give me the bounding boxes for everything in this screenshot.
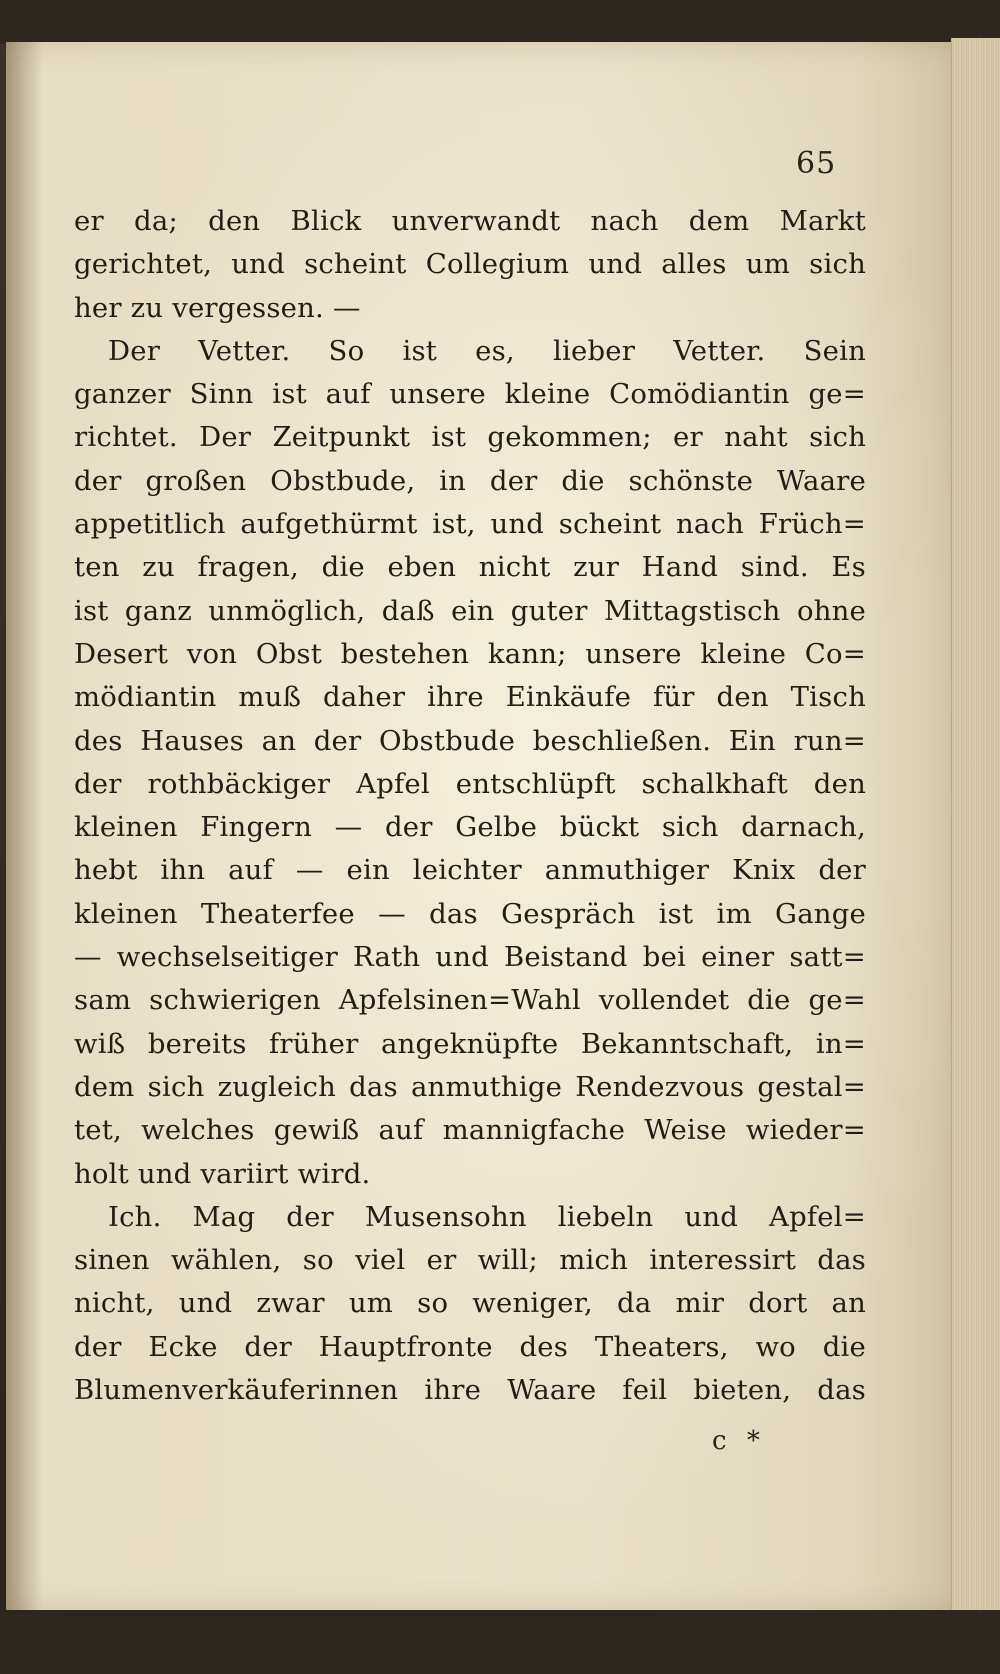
body-text: [74, 200, 866, 1412]
page-fore-edge: [951, 38, 1000, 1618]
text-line: nicht, und zwar um so weniger, da mir dort an: [74, 1287, 866, 1320]
text-line: gerichtet, und scheint Collegium und alles um sich: [74, 248, 866, 281]
text-line: wiß bereits früher angeknüpfte Bekanntschaft, in=: [74, 1027, 866, 1060]
text-line: mödiantin muß daher ihre Einkäufe für den Tisch: [74, 681, 866, 714]
page-number: 65: [796, 146, 837, 181]
text-line: — wechselseitiger Rath und Beistand bei einer satt=: [74, 941, 866, 974]
text-line: sam schwierigen Apfelsinen=Wahl vollendet die ge=: [74, 984, 866, 1017]
signature-mark: c *: [712, 1426, 766, 1456]
text-line: tet, welches gewiß auf mannigfache Weise wieder=: [74, 1114, 866, 1147]
text-line: dem sich zugleich das anmuthige Rendezvous gestal=: [74, 1070, 866, 1103]
text-line: der großen Obstbude, in der die schönste Waare: [74, 464, 866, 497]
text-line: kleinen Theaterfee — das Gespräch ist im Gange: [74, 897, 866, 930]
text-line: hebt ihn auf — ein leichter anmuthiger Knix der: [74, 854, 866, 887]
text-line: ten zu fragen, die eben nicht zur Hand sind. Es: [74, 551, 866, 584]
text-line: der Ecke der Hauptfronte des Theaters, wo die: [74, 1330, 866, 1363]
text-line: kleinen Fingern — der Gelbe bückt sich darnach,: [74, 811, 866, 844]
text-line: ist ganz unmöglich, daß ein guter Mittagstisch ohne: [74, 594, 866, 627]
text-line: der rothbäckiger Apfel entschlüpft schalkhaft den: [74, 767, 866, 800]
top-background: [0, 0, 1000, 44]
spine-shadow: [6, 42, 42, 1612]
text-line: des Hauses an der Obstbude beschließen. Ein run=: [74, 724, 866, 757]
text-line: richtet. Der Zeitpunkt ist gekommen; er naht sich: [74, 421, 866, 454]
text-line: sinen wählen, so viel er will; mich interessirt das: [74, 1244, 866, 1277]
text-line: Blumenverkäuferinnen ihre Waare feil bieten, das: [74, 1374, 866, 1407]
bottom-background: [0, 1610, 1000, 1674]
text-line: er da; den Blick unverwandt nach dem Markt: [74, 205, 866, 237]
text-line: Ich. Mag der Musensohn liebeln und Apfel=: [108, 1200, 866, 1233]
text-line: ganzer Sinn ist auf unsere kleine Comödiantin ge=: [74, 378, 866, 411]
text-line: appetitlich aufgethürmt ist, und scheint nach Früch=: [74, 508, 866, 541]
text-line: her zu vergessen. —: [74, 291, 361, 324]
text-line: holt und variirt wird.: [74, 1157, 371, 1190]
text-line: Desert von Obst bestehen kann; unsere kleine Co=: [74, 637, 866, 670]
text-line: Der Vetter. So ist es, lieber Vetter. Sein: [108, 334, 866, 367]
